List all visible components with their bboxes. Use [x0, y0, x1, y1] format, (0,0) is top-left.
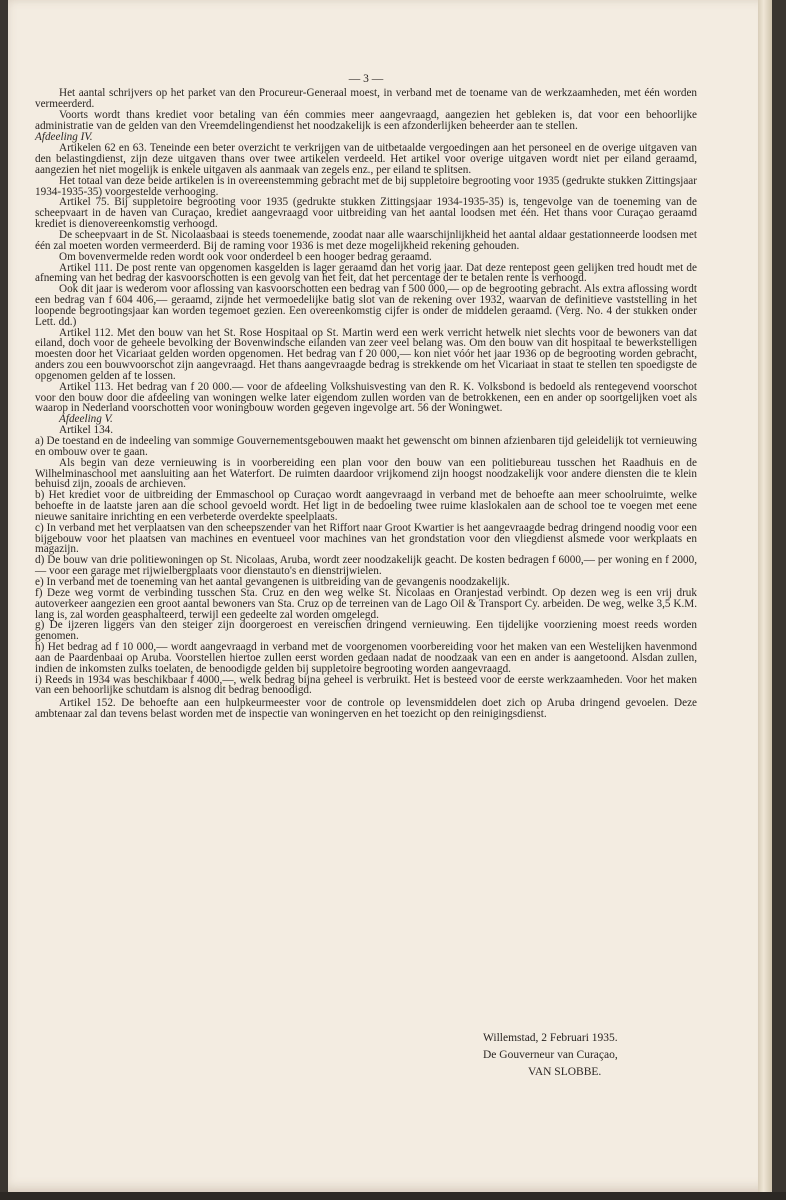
- article-heading: Artikel 134.: [59, 424, 114, 437]
- paragraph: Het aantal schrijvers op het parket van den Procureur-Generaal moest, in verband met de toename van de werkzaamheden, met één worden vermeerderd.: [35, 87, 697, 110]
- list-item: i) Reeds in 1934 was beschikbaar f 4000,—, welk bedrag bijna geheel is verbruikt. Het is besteed voor de eerste werkzaamheden. Voor het maken van een behoorlijke schutdam is alsnog dit bedrag benoodigd.: [35, 673, 697, 697]
- paragraph: Artikel 111. De post rente van opgenomen kasgelden is lager geraamd dan het vorig jaar. Dat deze rentepost geen gelijken tred houdt met de afneming van het bedrag der kasvoorschotten is een gevolg van het feit, dat het percentage der te betalen rente is verhoogd.: [35, 261, 697, 285]
- place-date: Willemstad, 2 Februari 1935.: [483, 1032, 618, 1044]
- paragraph: Artikel 113. Het bedrag van f 20 000.— voor de afdeeling Volkshuisvesting van den R. K. Volksbond is bedoeld als rentegevend voorschot voor den bouw door die afdeeling van woningen welke later eigendom zullen worden van de betrokkenen, een en ander op soortgelijken voet als waarop in Nederland voorschotten voor woningbouw worden gegeven ingevolge art. 56 der Woningwet.: [35, 380, 697, 415]
- page-edge: [758, 0, 772, 1200]
- list-item: f) Deze weg vormt de verbinding tusschen Sta. Cruz en den weg welke St. Nicolaas en Oranjestad verbindt. Op dezen weg is een vrij druk autoverkeer aangezien een groot aantal bewoners van Sta. Cruz op de terreinen van de Lago Oil & Transport Cy. arbeiden. De weg, welke 3,5 K.M. lang is, zal worden geasphalteerd, terwijl een gedeelte zal worden omgelegd.: [35, 586, 697, 621]
- list-item: d) De bouw van drie politiewoningen op St. Nicolaas, Aruba, wordt zeer noodzakelijk geacht. De kosten bedragen f 6000,— per woning en f 2000,— voor een garage met rijwielbergplaats voor dienstauto's en dienstrijwielen.: [35, 554, 697, 578]
- signatory-title: De Gouverneur van Curaçao,: [483, 1049, 618, 1061]
- section-heading: Afdeeling IV.: [35, 131, 93, 144]
- list-item: g) De ijzeren liggers van den steiger zijn doorgeroest en vereischen dringend vernieuwing. Een tijdelijke voorziening moest reeds worden genomen.: [35, 619, 697, 643]
- paragraph: Voorts wordt thans krediet voor betaling van één commies meer aangevraagd, aangezien het gebleken is, dat voor een behoorlijke administratie van de gelden van den Vreemdelingendienst het noodzakelijk is een afzonderlijken beheerder aan te stellen.: [35, 108, 697, 132]
- signature-block: [483, 1030, 683, 1081]
- list-item: b) Het krediet voor de uitbreiding der Emmaschool op Curaçao wordt aangevraagd in verband met de behoefte aan meer schoolruimte, welke behoefte in de laatste jaren aan die school gevoeld wordt. Het ligt in de bedoeling twee ruime klaslokalen aan de school toe te voegen met eene nieuwe sanitaire inrichting en een verbeterde overdekte speelplaats.: [35, 489, 697, 523]
- paragraph: Het totaal van deze beide artikelen is in overeenstemming gebracht met de bij suppletoire begrooting voor 1935 (gedrukte stukken Zittingsjaar 1934-1935-35) voorgestelde verhooging.: [35, 174, 697, 198]
- paragraph: Artikel 75. Bij suppletoire begrooting voor 1935 (gedrukte stukken Zittingsjaar 1934-1935-35) is, tengevolge van de toeneming van de scheepvaart in de haven van Curaçao, krediet aangevraagd voor uitbreiding van het aantal loodsen met één. Het thans voor Curaçao geraamd krediet is dienovereenkomstig verhoogd.: [35, 196, 697, 231]
- list-item: e) In verband met de toeneming van het aantal gevangenen is uitbreiding van de gevangenis noodzakelijk.: [35, 575, 510, 588]
- list-item: a) De toestand en de indeeling van sommige Gouvernementsgebouwen maakt het gewenscht om binnen afzienbaren tijd geleidelijk tot vernieuwing en ombouw over te gaan.: [35, 435, 697, 458]
- paragraph: Als begin van deze vernieuwing is in voorbereiding een plan voor den bouw van een politiebureau tusschen het Raadhuis en de Wilhelminaschool met aansluiting aan het Waterfort. De ruimten daardoor vrijkomend zijn hoogst noodzakelijk voor andere diensten die te klein behuisd zijn, zooals de archieven.: [35, 456, 697, 491]
- page-number: — 3 —: [348, 73, 384, 85]
- document-page: [8, 0, 772, 1192]
- signatory-name: VAN SLOBBE.: [528, 1066, 602, 1078]
- paragraph: Artikel 112. Met den bouw van het St. Rose Hospitaal op St. Martin werd een werk verricht hetwelk niet slechts voor de bewoners van dat eiland, doch voor de geheele bevolking der Bovenwindsche eilanden van zeer veel belang was. Om den bouw van dit hospitaal te bewerkstelligen moesten door het Vicariaat gelden worden opgenomen. Het bedrag van f 20 000,— kon niet vóór het jaar 1936 op de begrooting worden gebracht, anders zou een bouwvoorschot zijn aangevraagd. Het thans aangevraagde bedrag is strekkende om het Vicariaat in staat te stellen ten spoedigste de opgenomen gelden af te lossen.: [35, 326, 697, 382]
- paragraph: Artikelen 62 en 63. Teneinde een beter overzicht te verkrijgen van de uitbetaalde vergoedingen aan het personeel en de overige uitgaven van den belastingdienst, zijn deze uitgaven thans over twee artikelen verdeeld. Het artikel voor overige uitgaven wordt niet per eiland geraamd, aangezien het niet mogelijk is enkele uitgaven als aanmaak van zegels enz., per eiland te splitsen.: [35, 142, 697, 176]
- paragraph: De scheepvaart in de St. Nicolaasbaai is steeds toenemende, zoodat naar alle waarschijnlijkheid het aantal aldaar gestationneerde loodsen met één zal moeten worden vermeerderd. Bij de raming voor 1936 is met deze mogelijkheid rekening gehouden.: [35, 228, 697, 252]
- paragraph: Ook dit jaar is wederom voor aflossing van kasvoorschotten een bedrag van f 500 000,— op de begrooting gebracht. Als extra aflossing wordt een bedrag van f 604 406,— geraamd, zijnde het vermoedelijke batig slot van de rekening over 1932, waarvan de definitieve vaststelling in het loopende begrootingsjaar kan worden tegemoet gezien. Een overeenkomstig cijfer is onder de middelen geraamd. (Verg. No. 4 der stukken onder Lett. dd.): [35, 283, 697, 328]
- list-item: h) Het bedrag ad f 10 000,— wordt aangevraagd in verband met de voorgenomen voorbereiding voor het maken van een Westelijken havenmond aan de Paardenbaai op Aruba. Voorstellen hiertoe zullen eerst worden gedaan nadat de noodzaak van een en ander is aangetoond. Alsdan zullen, indien de inkomsten zulks toelaten, de benoodigde gelden bij suppletoire begrooting worden aangevraagd.: [35, 641, 697, 675]
- document-body: [35, 73, 697, 721]
- scan-border: [0, 1192, 786, 1200]
- section-heading: Afdeeling V.: [59, 413, 113, 426]
- list-item: c) In verband met het verplaatsen van den scheepszender van het Riffort naar Groot Kwartier is het aangevraagde bedrag dringend noodig voor een bijgebouw voor het plaatsen van machines en eventueel voor machines van het grondstation voor den vliegdienst alsmede voor werkplaats en magazijn.: [35, 521, 697, 556]
- paragraph: Artikel 152. De behoefte aan een hulpkeurmeester voor de controle op levensmiddelen doet zich op Aruba dringend gevoelen. Deze ambtenaar zal dan tevens belast worden met de inspectie van woningerven en het toezicht op den reinigingsdienst.: [35, 697, 697, 721]
- paragraph: Om bovenvermelde reden wordt ook voor onderdeel b een hooger bedrag geraamd.: [59, 250, 432, 263]
